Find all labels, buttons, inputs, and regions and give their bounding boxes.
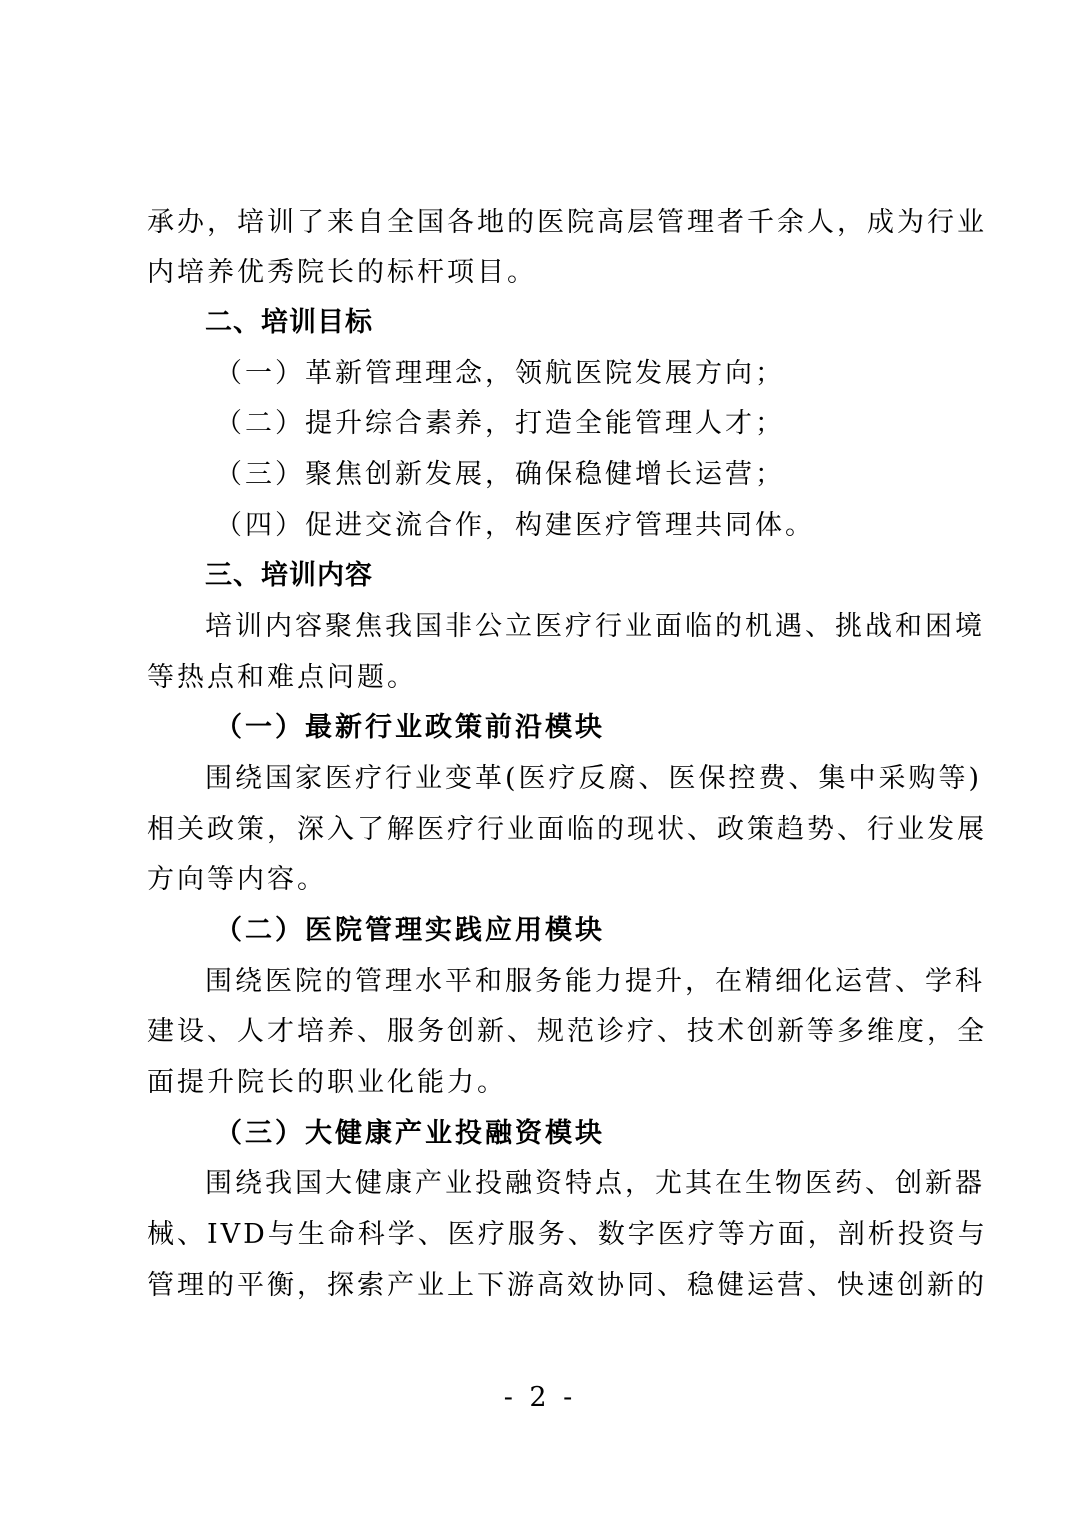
body-line: 械、IVD与生命科学、医疗服务、数字医疗等方面，剖析投资与 (147, 1219, 988, 1250)
body-line: 面提升院长的职业化能力。 (147, 1067, 507, 1098)
body-line: 围绕国家医疗行业变革(医疗反腐、医保控费、集中采购等) (205, 763, 983, 794)
objective-item: （四）促进交流合作，构建医疗管理共同体。 (215, 510, 815, 541)
body-line: 培训内容聚焦我国非公立医疗行业面临的机遇、挑战和困境 (205, 611, 985, 642)
objective-item: （一）革新管理理念，领航医院发展方向； (215, 358, 785, 389)
body-line: 承办，培训了来自全国各地的医院高层管理者千余人，成为行业 (147, 207, 987, 238)
page-number: - 2 - (503, 1382, 577, 1413)
body-line: 建设、人才培养、服务创新、规范诊疗、技术创新等多维度，全 (147, 1016, 987, 1047)
body-line: 管理的平衡，探索产业上下游高效协同、稳健运营、快速创新的 (147, 1270, 987, 1301)
module-heading: （一）最新行业政策前沿模块 (215, 712, 605, 743)
module-heading: （三）大健康产业投融资模块 (215, 1118, 605, 1149)
body-line: 围绕我国大健康产业投融资特点，尤其在生物医药、创新器 (205, 1168, 985, 1199)
module-heading: （二）医院管理实践应用模块 (215, 915, 605, 946)
section-heading-content: 三、培训内容 (205, 560, 373, 591)
objective-item: （二）提升综合素养，打造全能管理人才； (215, 408, 785, 439)
body-line: 方向等内容。 (147, 864, 327, 895)
objective-item: （三）聚焦创新发展，确保稳健增长运营； (215, 459, 785, 490)
body-line: 内培养优秀院长的标杆项目。 (147, 257, 537, 288)
body-line: 等热点和难点问题。 (147, 662, 417, 693)
section-heading-objectives: 二、培训目标 (205, 307, 373, 338)
body-line: 围绕医院的管理水平和服务能力提升，在精细化运营、学科 (205, 966, 985, 997)
body-line: 相关政策，深入了解医疗行业面临的现状、政策趋势、行业发展 (147, 814, 987, 845)
